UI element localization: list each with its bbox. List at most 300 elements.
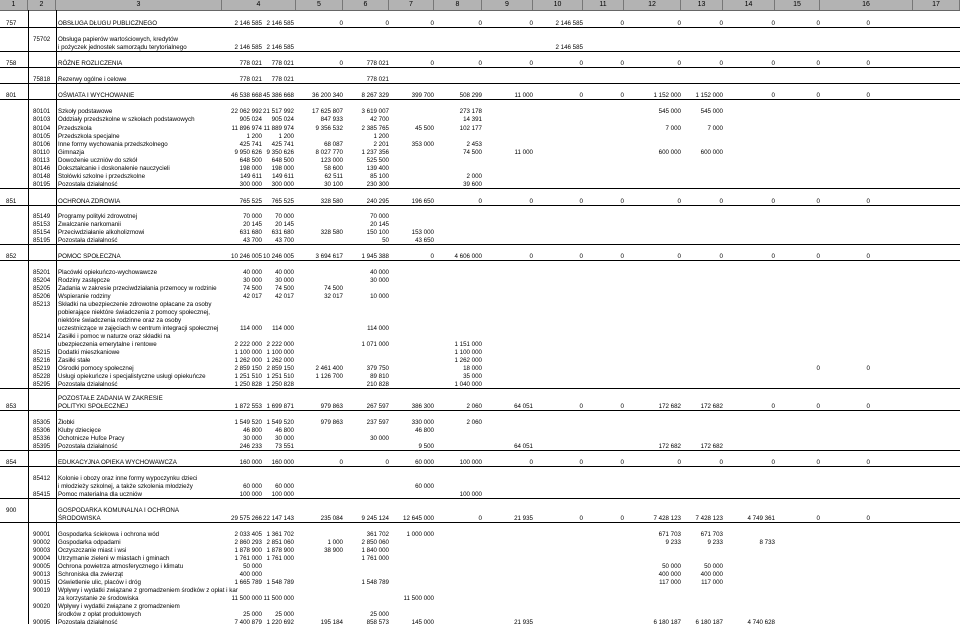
value-cell: 328 580: [320, 198, 343, 205]
value-cell: 9 233: [707, 539, 723, 546]
table-row: [0, 43, 960, 52]
value-cell: 0: [529, 459, 533, 466]
section-code: [6, 380, 28, 389]
value-cell: 0: [579, 253, 583, 260]
value-cell: 2 060: [466, 419, 482, 426]
value-cell: 70 000: [243, 213, 262, 220]
value-cell: 89 810: [370, 373, 389, 380]
value-cell: 60 000: [275, 483, 294, 490]
value-cell: 1 152 000: [653, 92, 681, 99]
item-name: Gospodarka ściekowa i ochrona wód: [58, 531, 160, 538]
value-cell: 1 840 000: [361, 547, 389, 554]
value-cell: 0: [430, 20, 434, 27]
value-cell: 46 538 668: [231, 92, 262, 99]
value-cell: 1 262 000: [454, 357, 482, 364]
value-cell: 508 299: [459, 92, 482, 99]
chapter-code: [33, 59, 56, 68]
value-cell: 1 251 510: [234, 373, 262, 380]
value-cell: 0: [677, 60, 681, 67]
value-cell: 100 000: [239, 491, 262, 498]
value-cell: 353 000: [411, 141, 434, 148]
value-cell: 0: [866, 92, 870, 99]
value-cell: 9 233: [665, 539, 681, 546]
value-cell: 2 146 585: [555, 44, 583, 51]
value-cell: 74 500: [324, 285, 343, 292]
value-cell: 9 356 532: [315, 125, 343, 132]
column-header-7: 7: [389, 0, 434, 10]
value-cell: 328 580: [320, 229, 343, 236]
section-code: 900: [6, 507, 17, 514]
value-cell: 25 000: [370, 611, 389, 618]
value-cell: 100 000: [271, 491, 294, 498]
value-cell: 0: [478, 198, 482, 205]
value-cell: 10 000: [370, 293, 389, 300]
chapter-code: 80101: [33, 108, 51, 115]
value-cell: 765 525: [271, 198, 294, 205]
column-header-8: 8: [434, 0, 482, 10]
table-row: [0, 618, 960, 627]
value-cell: 35 000: [463, 373, 482, 380]
chapter-code: [33, 91, 56, 100]
value-cell: 0: [620, 92, 624, 99]
item-name: Pozostała działalność: [58, 237, 118, 244]
value-cell: 6 180 187: [695, 619, 723, 626]
column-header-16: 16: [820, 0, 913, 10]
value-cell: 40 000: [243, 269, 262, 276]
value-cell: 1 040 000: [454, 381, 482, 388]
value-cell: 847 933: [320, 116, 343, 123]
item-name: GOSPODARKA KOMUNALNA I OCHRONA: [58, 507, 180, 514]
table-row: [0, 380, 960, 389]
value-cell: 0: [529, 253, 533, 260]
value-cell: 11 500 000: [403, 595, 434, 602]
chapter-code: 85216: [33, 357, 51, 364]
item-name: Gimnazja: [58, 149, 85, 156]
item-name: Ośrodki pomocy społecznej: [58, 365, 134, 372]
value-cell: 8 733: [759, 539, 775, 546]
item-name: Kolonie i obozy oraz inne formy wypoczynku dzieci: [58, 475, 198, 482]
value-cell: 0: [430, 60, 434, 67]
value-cell: 42 017: [275, 293, 294, 300]
value-cell: 172 682: [700, 403, 723, 410]
table-row: [0, 75, 960, 84]
value-cell: [768, 43, 820, 52]
value-cell: [671, 115, 723, 124]
value-cell: 361 702: [366, 531, 389, 538]
value-cell: 0: [339, 459, 343, 466]
value-cell: 20 145: [275, 221, 294, 228]
value-cell: 0: [816, 60, 820, 67]
item-name: Schroniska dla zwierząt: [58, 571, 123, 578]
chapter-code: 90020: [33, 603, 51, 610]
value-cell: 0: [677, 198, 681, 205]
section-code: [6, 442, 28, 451]
value-cell: 0: [719, 60, 723, 67]
value-cell: 0: [771, 20, 775, 27]
chapter-code: 85215: [33, 349, 51, 356]
value-cell: [481, 380, 533, 389]
value-cell: 7 428 123: [695, 515, 723, 522]
value-cell: 11 000: [514, 149, 533, 156]
item-name: Przeciwdziałanie alkoholizmowi: [58, 229, 145, 236]
value-cell: [768, 490, 820, 499]
value-cell: 172 682: [658, 403, 681, 410]
value-cell: 150 100: [366, 229, 389, 236]
value-cell: 905 024: [239, 116, 262, 123]
item-name: Inne formy wychowania przedszkolnego: [58, 141, 168, 148]
value-cell: 153 000: [411, 229, 434, 236]
value-cell: 0: [816, 92, 820, 99]
item-name: Wpływy i wydatki związane z gromadzeniem środków z opłat i kar: [58, 587, 238, 594]
item-name: Przedszkola: [58, 125, 92, 132]
value-cell: [291, 380, 343, 389]
value-cell: [768, 180, 820, 189]
chapter-code: 85204: [33, 277, 51, 284]
value-cell: 0: [771, 403, 775, 410]
item-name: EDUKACYJNA OPIEKA WYCHOWAWCZA: [58, 459, 177, 466]
value-cell: 2 860 293: [234, 539, 262, 546]
value-cell: 39 600: [463, 181, 482, 188]
section-code: 758: [6, 60, 17, 67]
value-cell: 9 500: [418, 443, 434, 450]
chapter-code: 85153: [33, 221, 51, 228]
value-cell: 0: [771, 459, 775, 466]
column-header-4: 4: [222, 0, 296, 10]
value-cell: 0: [620, 459, 624, 466]
value-cell: 3 694 617: [315, 253, 343, 260]
value-cell: [291, 75, 343, 84]
item-name: i młodzieży szkolnej, a także szkolenia młodzieży: [58, 483, 193, 490]
chapter-code: 85219: [33, 365, 51, 372]
chapter-code: 90015: [33, 579, 51, 586]
value-cell: [572, 380, 624, 389]
value-cell: 210 828: [366, 381, 389, 388]
value-cell: 25 000: [243, 611, 262, 618]
chapter-code: 75818: [33, 76, 51, 83]
value-cell: 0: [719, 20, 723, 27]
item-name: Obsługa papierów wartościowych, kredytów: [58, 36, 179, 43]
value-cell: [768, 380, 820, 389]
value-cell: [481, 43, 533, 52]
item-name: Pozostała działalność: [58, 381, 118, 388]
value-cell: [818, 490, 870, 499]
value-cell: 30 000: [275, 277, 294, 284]
value-cell: [430, 618, 482, 627]
value-cell: 1 761 000: [266, 555, 294, 562]
value-cell: 160 000: [239, 459, 262, 466]
value-cell: 0: [579, 198, 583, 205]
chapter-code: 85195: [33, 237, 51, 244]
value-cell: 9 245 124: [361, 515, 389, 522]
value-cell: 2 146 585: [266, 20, 294, 27]
section-code: 853: [6, 403, 17, 410]
item-name: POZOSTAŁE ZADANIA W ZAKRESIE: [58, 395, 163, 402]
chapter-code: [33, 252, 56, 261]
chapter-code: 85214: [33, 333, 51, 340]
value-cell: [291, 490, 343, 499]
item-name: Pozostała działalność: [58, 443, 118, 450]
value-cell: 1 549 520: [266, 419, 294, 426]
value-cell: 36 200 340: [312, 92, 343, 99]
value-cell: 0: [529, 60, 533, 67]
value-cell: 100 000: [459, 459, 482, 466]
value-cell: 2 201: [373, 141, 389, 148]
chapter-code: 85228: [33, 373, 51, 380]
item-name: POLITYKI SPOŁECZNEJ: [58, 403, 129, 410]
value-cell: 0: [866, 198, 870, 205]
value-cell: 1 200: [278, 133, 294, 140]
chapter-code: 80105: [33, 133, 51, 140]
value-cell: [818, 442, 870, 451]
value-cell: 525 500: [366, 157, 389, 164]
value-cell: 0: [620, 198, 624, 205]
chapter-code: 80113: [33, 157, 50, 164]
value-cell: 10 246 005: [263, 253, 294, 260]
section-code: [6, 618, 28, 627]
value-cell: [572, 180, 624, 189]
value-cell: [382, 43, 434, 52]
value-cell: 1 699 871: [266, 403, 294, 410]
value-cell: 765 525: [239, 198, 262, 205]
value-cell: 1 878 900: [266, 547, 294, 554]
section-code: 852: [6, 253, 17, 260]
value-cell: 0: [620, 60, 624, 67]
value-cell: 11 896 974: [231, 125, 262, 132]
value-cell: 45 386 668: [263, 92, 294, 99]
value-cell: 0: [771, 253, 775, 260]
value-cell: [382, 490, 434, 499]
value-cell: [768, 75, 820, 84]
column-header-13: 13: [681, 0, 723, 10]
value-cell: 671 703: [658, 531, 681, 538]
value-cell: [382, 180, 434, 189]
value-cell: 0: [771, 92, 775, 99]
value-cell: 1 126 700: [315, 373, 343, 380]
value-cell: 1 548 789: [266, 579, 294, 586]
item-name: Oczyszczanie miast i wsi: [58, 547, 127, 554]
value-cell: 100 000: [459, 491, 482, 498]
value-cell: 85 100: [370, 173, 389, 180]
value-cell: [671, 75, 723, 84]
item-name: Dowożenie uczniów do szkół: [58, 157, 138, 164]
table-row: [0, 490, 960, 499]
column-header-17: 17: [913, 0, 960, 10]
item-name: Oddziały przedszkolne w szkołach podstawowych: [58, 116, 195, 123]
value-cell: 139 400: [366, 165, 389, 172]
chapter-code: [33, 19, 56, 28]
value-cell: 2 146 585: [234, 20, 262, 27]
chapter-code: 80110: [33, 149, 50, 156]
value-cell: 74 500: [243, 285, 262, 292]
value-cell: [818, 75, 870, 84]
section-code: [6, 236, 28, 245]
value-cell: [382, 380, 434, 389]
value-cell: 60 000: [415, 459, 434, 466]
item-name: RÓŻNE ROZLICZENIA: [58, 60, 123, 67]
value-cell: 9 350 626: [266, 149, 294, 156]
value-cell: 2 060: [466, 403, 482, 410]
value-cell: 1 250 828: [266, 381, 294, 388]
value-cell: 10 246 005: [231, 253, 262, 260]
item-name: Placówki opiekuńczo-wychowawcze: [58, 269, 158, 276]
value-cell: 1 878 900: [234, 547, 262, 554]
value-cell: 0: [866, 20, 870, 27]
section-code: 851: [6, 198, 17, 205]
value-cell: 0: [385, 20, 389, 27]
chapter-code: 85205: [33, 285, 51, 292]
value-cell: 386 300: [411, 403, 434, 410]
value-cell: 400 000: [658, 571, 681, 578]
value-cell: 1 945 388: [361, 253, 389, 260]
value-cell: [818, 115, 870, 124]
column-header-2: 2: [28, 0, 56, 10]
value-cell: 43 700: [275, 237, 294, 244]
chapter-code: 80148: [33, 173, 51, 180]
value-cell: 4 606 000: [454, 253, 482, 260]
item-name: OCHRONA ZDROWIA: [58, 198, 121, 205]
item-name: Pomoc materialna dla uczniów: [58, 491, 142, 498]
value-cell: [572, 236, 624, 245]
chapter-code: 90004: [33, 555, 51, 562]
value-cell: [481, 490, 533, 499]
value-cell: 40 000: [275, 269, 294, 276]
value-cell: 70 000: [370, 213, 389, 220]
value-cell: 0: [579, 403, 583, 410]
value-cell: 11 889 974: [263, 125, 294, 132]
value-cell: 32 017: [324, 293, 343, 300]
value-cell: 25 000: [275, 611, 294, 618]
value-cell: 2 850 060: [361, 539, 389, 546]
value-cell: 1 761 000: [361, 555, 389, 562]
chapter-code: [33, 514, 56, 523]
value-cell: 0: [816, 515, 820, 522]
value-cell: [768, 115, 820, 124]
value-cell: 74 500: [275, 285, 294, 292]
section-code: 801: [6, 92, 17, 99]
value-cell: 648 500: [239, 157, 262, 164]
value-cell: 235 084: [320, 515, 343, 522]
value-cell: 46 800: [275, 427, 294, 434]
value-cell: 0: [339, 20, 343, 27]
table-row: [0, 197, 960, 206]
value-cell: 20 145: [370, 221, 389, 228]
item-name: Zasiłki i pomoc w naturze oraz składki na: [58, 333, 171, 340]
value-cell: [430, 43, 482, 52]
value-cell: 0: [339, 60, 343, 67]
value-cell: 1 100 000: [454, 349, 482, 356]
value-cell: 160 000: [271, 459, 294, 466]
value-cell: 778 021: [239, 60, 262, 67]
item-name: Zadania w zakresie przeciwdziałania przemocy w rodzinie: [58, 285, 217, 292]
value-cell: 11 500 000: [263, 595, 294, 602]
table-row: [0, 442, 960, 451]
value-cell: 114 000: [272, 325, 294, 332]
value-cell: 1 152 000: [695, 92, 723, 99]
value-cell: 399 700: [411, 92, 434, 99]
item-name: i pożyczek jednostek samorządu terytorialnego: [58, 44, 187, 51]
value-cell: [382, 115, 434, 124]
value-cell: 1 071 000: [361, 341, 389, 348]
item-name: Składki na ubezpieczenie zdrowotne opłacane za osoby: [58, 301, 212, 308]
table-row: [0, 91, 960, 100]
value-cell: 0: [677, 253, 681, 260]
value-cell: 237 597: [366, 419, 389, 426]
value-cell: 196 650: [411, 198, 434, 205]
value-cell: 43 650: [415, 237, 434, 244]
column-header-15: 15: [775, 0, 820, 10]
chapter-code: 80104: [33, 125, 51, 132]
value-cell: [818, 236, 870, 245]
chapter-code: 80146: [33, 165, 51, 172]
chapter-code: 85149: [33, 213, 51, 220]
table-row: [0, 514, 960, 523]
section-code: [6, 115, 28, 124]
value-cell: 58 600: [324, 165, 343, 172]
value-cell: [768, 442, 820, 451]
value-cell: 0: [719, 459, 723, 466]
value-cell: 0: [620, 253, 624, 260]
value-cell: 0: [677, 459, 681, 466]
value-cell: 0: [771, 60, 775, 67]
value-cell: 2 033 405: [234, 531, 262, 538]
value-cell: 0: [866, 403, 870, 410]
value-cell: 2 385 765: [361, 125, 389, 132]
value-cell: 1 549 520: [234, 419, 262, 426]
value-cell: [481, 75, 533, 84]
chapter-code: 80103: [33, 116, 51, 123]
chapter-code: 80106: [33, 141, 51, 148]
value-cell: 73 551: [275, 443, 294, 450]
value-cell: 979 863: [320, 403, 343, 410]
value-cell: 0: [579, 60, 583, 67]
item-name: za korzystanie ze środowiska: [58, 595, 139, 602]
value-cell: 0: [579, 459, 583, 466]
value-cell: 50 000: [243, 563, 262, 570]
value-cell: [481, 115, 533, 124]
chapter-code: [33, 43, 56, 52]
chapter-code: 85213: [33, 301, 51, 308]
value-cell: 0: [816, 20, 820, 27]
value-cell: 20 145: [243, 221, 262, 228]
value-cell: 0: [385, 459, 389, 466]
column-header-3: 3: [56, 0, 222, 10]
value-cell: 198 000: [271, 165, 294, 172]
value-cell: 1 100 000: [266, 349, 294, 356]
value-cell: 2 859 150: [266, 365, 294, 372]
item-name: Utrzymanie zieleni w miastach i gminach: [58, 555, 170, 562]
value-cell: 64 051: [514, 443, 533, 450]
value-cell: 1 151 000: [454, 341, 482, 348]
item-name: środków z opłat produktowych: [58, 611, 141, 618]
value-cell: [572, 43, 624, 52]
value-cell: 2 461 400: [315, 365, 343, 372]
value-cell: [572, 115, 624, 124]
value-cell: 300 000: [239, 181, 262, 188]
value-cell: 30 000: [243, 277, 262, 284]
chapter-code: 85306: [33, 427, 51, 434]
value-cell: 29 575 266: [231, 515, 262, 522]
chapter-code: 85395: [33, 443, 51, 450]
chapter-code: 85336: [33, 435, 51, 442]
value-cell: 600 000: [658, 149, 681, 156]
item-name: OŚWIATA I WYCHOWANIE: [58, 92, 135, 99]
value-cell: 778 021: [366, 76, 389, 83]
value-cell: 979 863: [320, 419, 343, 426]
value-cell: 11 000: [514, 92, 533, 99]
value-cell: 8 027 770: [315, 149, 343, 156]
value-cell: 42 017: [243, 293, 262, 300]
value-cell: 2 453: [466, 141, 482, 148]
